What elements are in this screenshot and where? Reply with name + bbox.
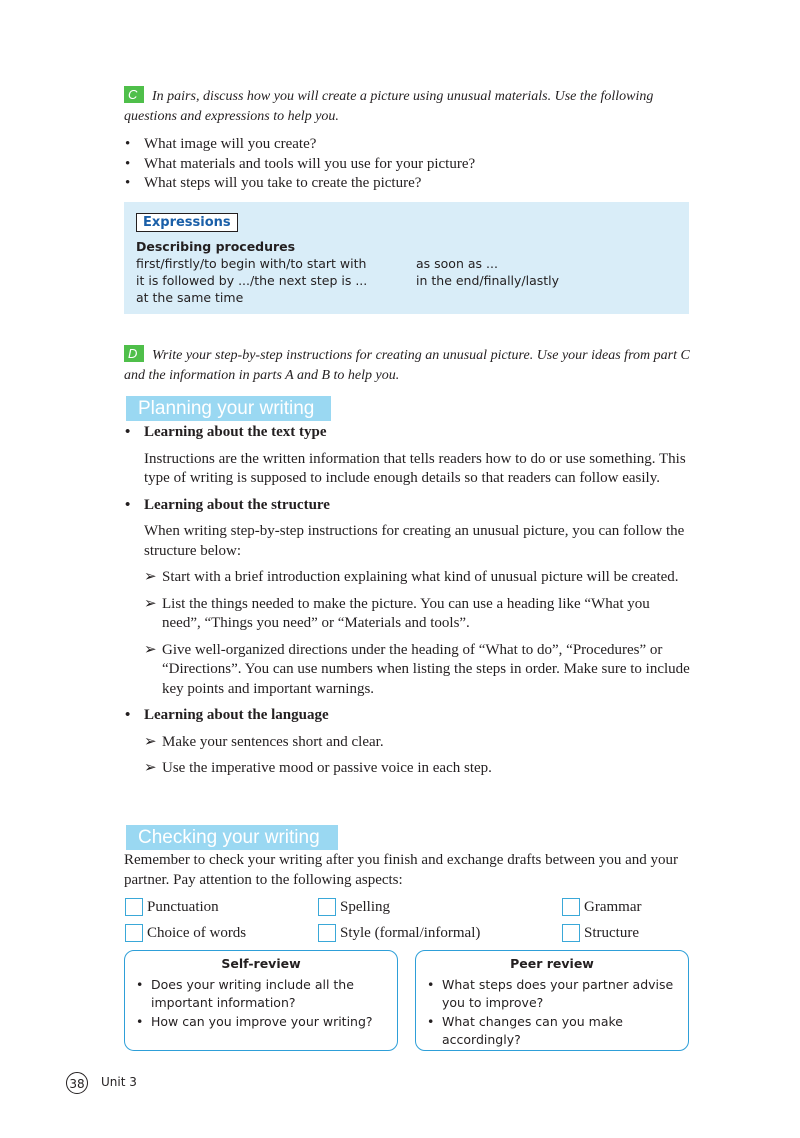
language-item	[144, 759, 692, 779]
task-c-questions	[124, 135, 684, 194]
expression-item: in the end/finally/lastly	[416, 273, 560, 288]
task-c-instruction	[124, 86, 690, 127]
checkbox-style[interactable]	[318, 924, 336, 942]
structure-item-text: Start with a brief introduction explaining what kind of unusual picture will be created.	[162, 569, 679, 585]
expression-item: at the same time	[136, 290, 244, 305]
structure-heading: • Learning about the structure	[125, 496, 330, 513]
language-item-text: Use the imperative mood or passive voice in each step.	[162, 760, 492, 776]
arrow-icon: ➢	[144, 569, 157, 585]
peer-review-box	[415, 950, 689, 1051]
list-item: • What changes can you make accordingly?	[426, 1013, 678, 1050]
checkbox-label: Punctuation	[147, 899, 219, 915]
self-review-box	[124, 950, 398, 1051]
structure-item-text: Give well-organized directions under the heading of “What to do”, “Procedures” or “Directions”. You can use numbers when listing the steps in order. Make sure to include key points and important warnings.	[162, 641, 690, 697]
expressions-left-column	[136, 255, 416, 306]
text-type-heading: • Learning about the text type	[125, 424, 327, 440]
language-heading-label: Learning about the language	[144, 707, 329, 723]
arrow-icon: ➢	[144, 641, 157, 658]
expression-item: it is followed by .../the next step is ...	[136, 273, 368, 288]
checkbox-structure[interactable]	[562, 924, 580, 942]
checkbox-spelling[interactable]	[318, 898, 336, 916]
task-c-letter: C	[124, 86, 144, 103]
list-item: • How can you improve your writing?	[135, 1013, 387, 1032]
checkbox-punctuation[interactable]	[125, 898, 143, 916]
arrow-icon: ➢	[144, 595, 157, 612]
language-item	[144, 733, 692, 753]
peer-review-title: Peer review	[510, 956, 594, 971]
language-heading: • Learning about the language	[125, 707, 329, 723]
arrow-icon: ➢	[144, 760, 157, 776]
planning-section-title: Planning your writing	[126, 396, 331, 421]
expressions-tag: Expressions	[136, 213, 238, 232]
checkbox-grammar[interactable]	[562, 898, 580, 916]
structure-item	[144, 641, 692, 700]
list-item: • What steps does your partner advise you to improve?	[426, 976, 678, 1013]
checkbox-choice-of-words[interactable]	[125, 924, 143, 942]
checking-section-title: Checking your writing	[126, 825, 338, 850]
list-item: • What steps will you take to create the picture?	[124, 174, 684, 194]
expressions-box	[124, 202, 689, 314]
checkbox-label: Spelling	[340, 899, 391, 915]
checkbox-label: Structure	[584, 925, 639, 941]
expressions-right-column	[416, 255, 676, 289]
text-type-body: Instructions are the written information that tells readers how to do or use something. This type of writing is supposed to include enough details so that readers can follow easily.	[144, 450, 686, 486]
arrow-icon: ➢	[144, 733, 157, 750]
text-type-heading-label: Learning about the text type	[144, 424, 327, 440]
list-item: • What image will you create?	[124, 135, 684, 155]
checkbox-label: Choice of words	[147, 925, 247, 941]
checkbox-label: Style (formal/informal)	[340, 925, 481, 941]
task-c-text: In pairs, discuss how you will create a picture using unusual materials. Use the following questions and expressions to help you.	[124, 89, 654, 124]
planning-content	[125, 423, 692, 779]
checking-body: Remember to check your writing after you finish and exchange drafts between you and your partner. Pay attention to the following aspects:	[124, 852, 678, 888]
structure-item-text: List the things needed to make the picture. You can use a heading like “What you need”, “Things you need” or “Materials and tools”.	[162, 595, 650, 631]
expressions-heading: Describing procedures	[136, 239, 296, 254]
structure-heading-label: Learning about the structure	[144, 496, 330, 513]
unit-label: Unit 3	[101, 1075, 137, 1089]
language-item-text: Make your sentences short and clear.	[162, 733, 384, 750]
task-d-text: Write your step-by-step instructions for creating an unusual picture. Use your ideas from part C and the information in parts A and B to help you.	[124, 348, 690, 383]
page-number: 38	[66, 1072, 88, 1094]
task-d-letter: D	[124, 345, 144, 362]
self-review-title: Self-review	[221, 956, 301, 971]
structure-item	[144, 595, 692, 634]
checkbox-label: Grammar	[584, 899, 642, 915]
task-d-instruction	[124, 345, 690, 386]
list-item: • Does your writing include all the important information?	[135, 976, 387, 1013]
expression-item: as soon as ...	[416, 256, 498, 271]
list-item: • What materials and tools will you use for your picture?	[124, 155, 684, 175]
structure-item	[144, 568, 692, 588]
expression-item: first/firstly/to begin with/to start with	[136, 256, 367, 271]
structure-body: When writing step-by-step instructions for creating an unusual picture, you can follow the structure below:	[144, 523, 685, 559]
